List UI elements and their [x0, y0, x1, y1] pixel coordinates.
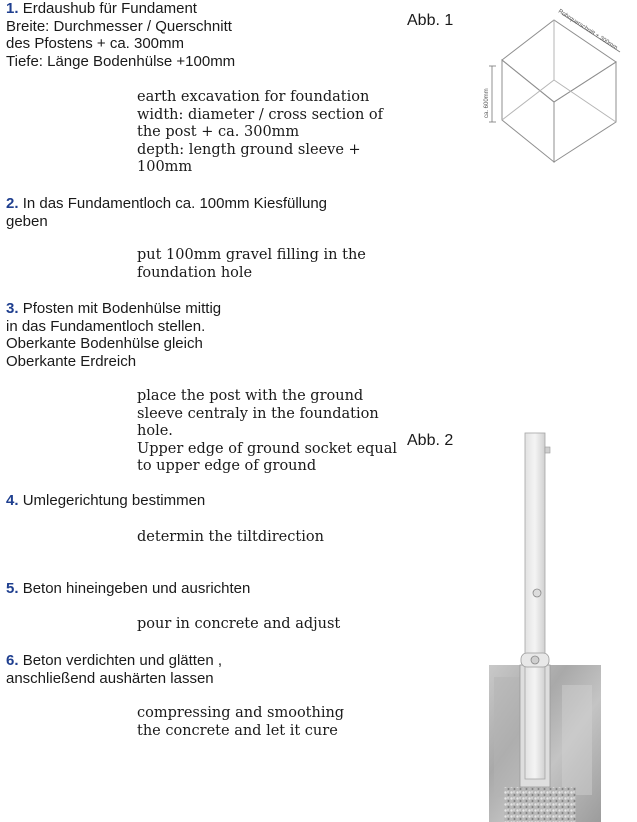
pit-front-face: [502, 60, 554, 162]
bracket-bolt: [531, 656, 539, 664]
step-5-number: 5.: [6, 580, 19, 597]
concrete-texture: [494, 677, 524, 797]
step-1-number: 1.: [6, 0, 19, 17]
post: [525, 433, 545, 779]
step-3-number: 3.: [6, 300, 19, 317]
step-4-english: determin the tiltdirection: [137, 529, 324, 545]
post-knob: [545, 447, 550, 453]
step-6-german: 6. Beton verdichten und glätten , anschließend aushärten lassen: [6, 652, 222, 687]
concrete-texture: [562, 685, 592, 795]
figure-1-label: Abb. 1: [407, 12, 454, 29]
step-5-german: 5. Beton hineingeben und ausrichten: [6, 580, 251, 597]
step-1-german: 1. Erdaushub für Fundament Breite: Durchmesser / Querschnitt des Pfostens + ca. 300mm Tiefe: Länge Bodenhülse +100mm: [6, 0, 236, 70]
step-3-english: place the post with the ground sleeve centraly in the foundation hole. Upper edge of ground socket equal to upper edge of ground: [137, 388, 398, 474]
step-4-number: 4.: [6, 492, 19, 509]
step-2-number: 2.: [6, 195, 19, 212]
step-2-german: 2. In das Fundamentloch ca. 100mm Kiesfüllung geben: [6, 195, 328, 230]
depth-dimension-label: ca. 600mm: [484, 88, 490, 118]
step-5-english: pour in concrete and adjust: [137, 616, 341, 632]
pit-right-face: [554, 62, 616, 162]
excavation-pit-diagram: [470, 0, 637, 175]
step-1-english: earth excavation for foundation width: diameter / cross section of the post + ca. 300mm depth: length ground sleeve + 100mm: [137, 89, 383, 175]
post-bolt: [533, 589, 541, 597]
post-foundation-diagram: [480, 425, 610, 822]
step-6-number: 6.: [6, 652, 19, 669]
width-dimension-label: Rohrquerschnitt + 300mm: [556, 8, 619, 52]
gravel-filling: [504, 787, 576, 822]
pit-top-face: [502, 20, 616, 102]
step-2-english: put 100mm gravel filling in the foundation hole: [137, 247, 366, 281]
figure-2-label: Abb. 2: [407, 432, 454, 449]
pit-hidden-edge: [554, 80, 616, 122]
pit-hidden-edge: [502, 80, 554, 120]
step-4-german: 4. Umlegerichtung bestimmen: [6, 492, 206, 509]
step-6-english: compressing and smoothing the concrete and let it cure: [137, 705, 345, 739]
step-3-german: 3. Pfosten mit Bodenhülse mittig in das Fundamentloch stellen. Oberkante Bodenhülse gleich Oberkante Erdreich: [6, 300, 222, 370]
